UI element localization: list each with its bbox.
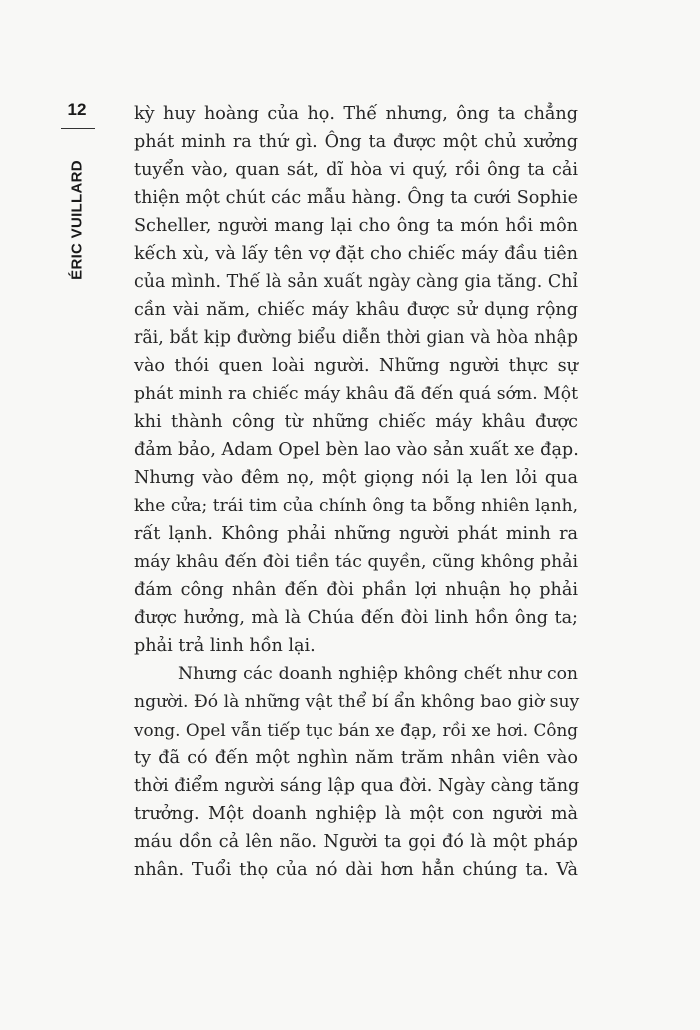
text-line: vong. Opel vẫn tiếp tục bán xe đạp, rồi xe hơi. Công	[134, 720, 578, 740]
text-line: thiện một chút các mẫu hàng. Ông ta cưới Sophie	[134, 188, 578, 208]
text-line: máu dồn cả lên não. Người ta gọi đó là một pháp	[134, 832, 578, 852]
running-head-author: ÉRIC VUILLARD	[68, 160, 86, 280]
text-line: đám công nhân đến đòi phần lợi nhuận họ phải	[134, 580, 578, 600]
text-line: phát minh ra thứ gì. Ông ta được một chủ xưởng	[134, 132, 578, 152]
text-line: vào thói quen loài người. Những người thực sự	[134, 356, 578, 376]
text-line: phải trả linh hồn lại.	[134, 636, 316, 656]
text-line: kỳ huy hoàng của họ. Thế nhưng, ông ta chẳng	[134, 104, 578, 124]
text-line: thời điểm người sáng lập qua đời. Ngày càng tăng	[134, 776, 580, 796]
text-line: được hưởng, mà là Chúa đến đòi linh hồn ông ta;	[134, 608, 578, 628]
text-line: cần vài năm, chiếc máy khâu được sử dụng rộng	[134, 300, 578, 320]
text-line: rãi, bắt kịp đường biểu diễn thời gian và hòa nhập	[134, 328, 578, 348]
text-line: người. Đó là những vật thể bí ẩn không bao giờ suy	[134, 692, 580, 712]
text-line: phát minh ra chiếc máy khâu đã đến quá sớm. Một	[134, 384, 578, 404]
paragraph-2	[134, 660, 578, 884]
text-line: khi thành công từ những chiếc máy khâu được	[134, 412, 578, 432]
header-divider	[61, 128, 95, 129]
text-line: đảm bảo, Adam Opel bèn lao vào sản xuất xe đạp.	[134, 440, 579, 460]
text-line: khe cửa; trái tim của chính ông ta bỗng nhiên lạnh,	[134, 496, 578, 516]
text-line: kếch xù, và lấy tên vợ đặt cho chiếc máy đầu tiên	[134, 244, 578, 264]
body-text	[134, 100, 578, 884]
text-line: Nhưng các doanh nghiệp không chết như con	[178, 664, 578, 684]
text-line: Nhưng vào đêm nọ, một giọng nói lạ len lỏi qua	[134, 468, 578, 488]
text-line: ty đã có đến một nghìn năm trăm nhân viên vào	[134, 748, 578, 768]
text-line: Scheller, người mang lại cho ông ta món hồi môn	[134, 216, 578, 236]
text-line: trưởng. Một doanh nghiệp là một con người mà	[134, 804, 578, 824]
paragraph-1	[134, 100, 578, 660]
text-line: nhân. Tuổi thọ của nó dài hơn hẳn chúng ta. Và	[134, 860, 578, 880]
text-line: máy khâu đến đòi tiền tác quyền, cũng không phải	[134, 552, 578, 572]
text-line: tuyển vào, quan sát, dĩ hòa vi quý, rồi ông ta cải	[134, 160, 578, 180]
page-number: 12	[67, 100, 87, 119]
text-line: của mình. Thế là sản xuất ngày càng gia tăng. Chỉ	[134, 272, 578, 292]
text-line: rất lạnh. Không phải những người phát minh ra	[134, 524, 578, 544]
